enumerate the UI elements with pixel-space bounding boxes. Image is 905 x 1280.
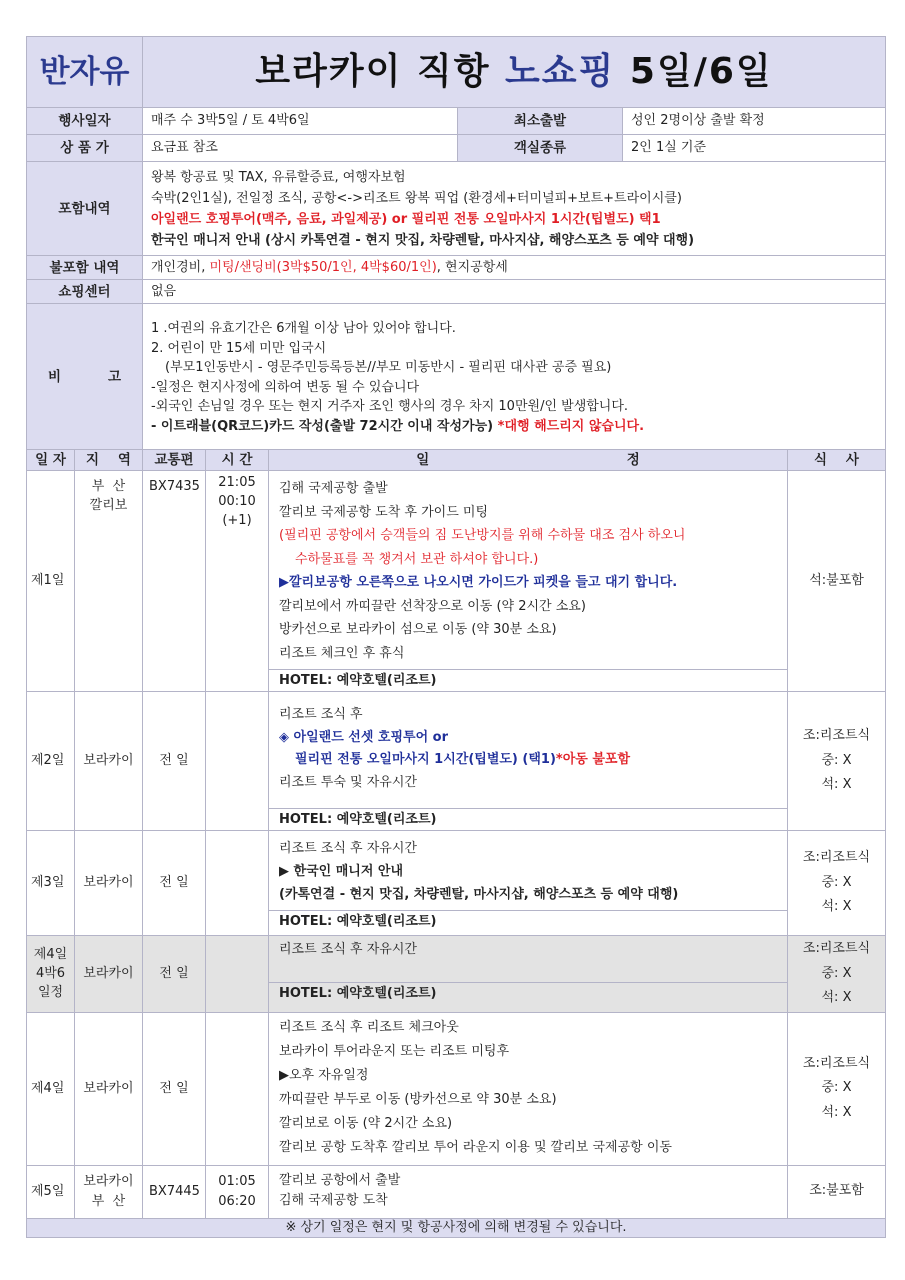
- plan-line: 리조트 투숙 및 자유시간: [279, 774, 417, 790]
- day-meal: [788, 1012, 886, 1165]
- info-row-shopping: [27, 280, 886, 304]
- day-time: [206, 692, 269, 831]
- plan-warning: (필리핀 공항에서 승객들의 짐 도난방지를 위해 수하물 대조 검사 하오니: [279, 528, 686, 543]
- day-meal: [788, 831, 886, 936]
- note-item: -일정은 현지사정에 의하여 변동 될 수 있습니다: [151, 379, 420, 395]
- info-row-included: [27, 162, 886, 256]
- meal-breakfast: 조:리조트식: [802, 728, 871, 744]
- day-region: 보라카이: [75, 831, 143, 936]
- day-region: 보라카이 부 산: [75, 1165, 143, 1218]
- page-title: [143, 37, 886, 108]
- col-meal: 식 사: [788, 450, 886, 471]
- meal-lunch: 중: X: [821, 965, 852, 981]
- meal-breakfast: 조:리조트식: [802, 1055, 871, 1071]
- day-row-4: [27, 1012, 886, 1165]
- included-item: 아일랜드 호핑투어(맥주, 음료, 과일제공) or 필리핀 전통 오일마사지 1시간(팁별도) 택1: [151, 211, 661, 227]
- plan-line: 깔리보 공항 도착후 깔리보 투어 라운지 이용 및 깔리보 국제공항 이동: [279, 1139, 672, 1155]
- plan-line: ▶오후 자유일정: [279, 1067, 369, 1083]
- day-transport: BX7445: [143, 1165, 206, 1218]
- min-depart-value: 성인 2명이상 출발 확정: [623, 108, 886, 135]
- plan-line: (카톡연결 - 현지 맛집, 차량렌탈, 마사지샵, 해양스포츠 등 예약 대행): [279, 887, 679, 902]
- included-list: [143, 162, 886, 256]
- day-label: 제4일 4박6 일정: [27, 936, 75, 1013]
- room-value: 2인 1실 기준: [623, 135, 886, 162]
- excluded-text: 개인경비,: [151, 259, 210, 275]
- day-label: 제2일: [27, 692, 75, 831]
- title-main: 보라카이 직항: [255, 51, 491, 92]
- hotel-line: HOTEL: 예약호텔(리조트): [269, 910, 787, 932]
- plan-option: ◈ 아일랜드 선셋 호핑투어 or: [279, 729, 449, 745]
- day-label: 제5일: [27, 1165, 75, 1218]
- info-row-schedule: [27, 108, 886, 135]
- note-qr-text: - 이트래블(QR코드)카드 작성(출발 72시간 이내 작성가능): [151, 418, 498, 434]
- day-plan: [269, 936, 788, 1013]
- day-label: 제3일: [27, 831, 75, 936]
- day-label: 제1일: [27, 471, 75, 692]
- brand-label: 반자유: [27, 37, 143, 108]
- schedule-value: 매주 수 3박5일 / 토 4박6일: [143, 108, 458, 135]
- plan-line: 깔리보에서 까띠끌란 선착장으로 이동 (약 2시간 소요): [279, 598, 586, 614]
- meal-lunch: 중: X: [821, 874, 852, 890]
- day-plan: [269, 831, 788, 936]
- included-item: 숙박(2인1실), 전일정 조식, 공항<->리조트 왕복 픽업 (환경세+터미널피+보트+트라이시클): [151, 190, 682, 206]
- day-plan: [269, 692, 788, 831]
- day-time: [206, 1012, 269, 1165]
- note-qr-warning: *대행 해드리지 않습니다.: [497, 418, 645, 434]
- day-row-5: [27, 1165, 886, 1218]
- day-meal: [788, 692, 886, 831]
- excluded-value: [143, 256, 886, 280]
- note-item: 2. 어린이 만 15세 미만 입국시: [151, 340, 327, 356]
- schedule-header-row: [27, 450, 886, 471]
- included-item: 한국인 매니저 안내 (상시 카톡연결 - 현지 맛집, 차량렌탈, 마사지샵, 해양스포츠 등 예약 대행): [151, 232, 695, 248]
- plan-line: 리조트 조식 후 리조트 체크아웃: [279, 1019, 459, 1035]
- notes-label: 비 고: [27, 304, 143, 450]
- hotel-line: HOTEL: 예약호텔(리조트): [269, 982, 787, 1004]
- plan-line: 김해 국제공항 도착: [279, 1192, 388, 1208]
- day-transport: 전 일: [143, 936, 206, 1013]
- meal-breakfast: 조:리조트식: [802, 850, 871, 866]
- day-time: 01:05 06:20: [206, 1165, 269, 1218]
- day-plan: [269, 1012, 788, 1165]
- col-region: 지 역: [75, 450, 143, 471]
- col-transport: 교통편: [143, 450, 206, 471]
- plan-line: ▶ 한국인 매니저 안내: [279, 864, 404, 879]
- notes-list: [143, 304, 886, 450]
- day-region: 보라카이: [75, 936, 143, 1013]
- day-region: 보라카이: [75, 692, 143, 831]
- title-row: [27, 37, 886, 108]
- plan-warning: 수하물표를 꼭 챙겨서 보관 하셔야 합니다.): [295, 551, 539, 567]
- plan-line: 깔리보로 이동 (약 2시간 소요): [279, 1115, 453, 1131]
- day-row-3: [27, 831, 886, 936]
- footer-note: ※ 상기 일정은 현지 및 항공사정에 의해 변경될 수 있습니다.: [27, 1218, 886, 1237]
- plan-line: 보라카이 투어라운지 또는 리조트 미팅후: [279, 1043, 510, 1059]
- day-meal: 석:불포함: [788, 471, 886, 692]
- day-time: [206, 936, 269, 1013]
- plan-line: 깔리보 공항에서 출발: [279, 1172, 401, 1188]
- price-value: 요금표 참조: [143, 135, 458, 162]
- info-row-price: [27, 135, 886, 162]
- plan-line: 김해 국제공항 출발: [279, 481, 388, 496]
- shopping-label: 쇼핑센터: [27, 280, 143, 304]
- included-item: 왕복 항공료 및 TAX, 유류할증료, 여행자보험: [151, 169, 406, 185]
- day-row-2: [27, 692, 886, 831]
- meal-breakfast: 조:리조트식: [802, 941, 871, 956]
- plan-option-note: *아동 불포함: [555, 752, 631, 767]
- day-region: 부 산 깔리보: [75, 471, 143, 692]
- plan-line: 리조트 조식 후 자유시간: [279, 841, 417, 856]
- meal-dinner: 석: X: [821, 990, 852, 1005]
- day-region: 보라카이: [75, 1012, 143, 1165]
- schedule-label: 행사일자: [27, 108, 143, 135]
- plan-line: 까띠끌란 부두로 이동 (방카선으로 약 30분 소요): [279, 1091, 557, 1107]
- meal-dinner: 석: X: [821, 777, 852, 793]
- day-transport: 전 일: [143, 831, 206, 936]
- min-depart-label: 최소출발: [458, 108, 623, 135]
- plan-line: 리조트 체크인 후 휴식: [279, 645, 405, 661]
- hotel-line: HOTEL: 예약호텔(리조트): [269, 669, 787, 691]
- col-plan: 일 정: [269, 450, 788, 471]
- note-item: -외국인 손님일 경우 또는 현지 거주자 조인 행사의 경우 차지 10만원/인 발생합니다.: [151, 399, 629, 414]
- plan-line: 리조트 조식 후 자유시간: [279, 942, 417, 957]
- day-meal: 조:불포함: [788, 1165, 886, 1218]
- footer-row: [27, 1218, 886, 1237]
- included-label: 포함내역: [27, 162, 143, 256]
- price-label: 상 품 가: [27, 135, 143, 162]
- shopping-value: 없음: [143, 280, 886, 304]
- day-meal: [788, 936, 886, 1013]
- info-row-notes: [27, 304, 886, 450]
- excluded-meeting-fee: 미팅/샌딩비(3박$50/1인, 4박$60/1인): [209, 259, 437, 275]
- day-plan: [269, 1165, 788, 1218]
- plan-option: [279, 749, 777, 772]
- day-time: 21:05 00:10 (+1): [206, 471, 269, 692]
- excluded-text: , 현지공항세: [436, 259, 508, 275]
- note-item: [151, 417, 879, 437]
- plan-line: 리조트 조식 후: [279, 707, 363, 722]
- plan-option-text: 필리핀 전통 오일마사지 1시간(팁별도) (택1): [295, 752, 556, 767]
- day-row-1: [27, 471, 886, 692]
- meal-lunch: 중: X: [821, 752, 852, 768]
- room-label: 객실종류: [458, 135, 623, 162]
- day-row-4-extended: [27, 936, 886, 1013]
- plan-notice: ▶깔리보공항 오른쪽으로 나오시면 가이드가 피켓을 들고 대기 합니다.: [279, 575, 678, 590]
- excluded-label: 불포함 내역: [27, 256, 143, 280]
- title-highlight: 노쇼핑: [505, 51, 616, 92]
- day-transport: 전 일: [143, 1012, 206, 1165]
- itinerary-sheet: [26, 36, 885, 1238]
- meal-lunch: 중: X: [821, 1080, 852, 1096]
- col-time: 시 간: [206, 450, 269, 471]
- plan-line: 깔리보 국제공항 도착 후 가이드 미팅: [279, 504, 489, 520]
- plan-line: 방카선으로 보라카이 섬으로 이동 (약 30분 소요): [279, 622, 557, 637]
- day-plan: [269, 471, 788, 692]
- day-label: 제4일: [27, 1012, 75, 1165]
- day-time: [206, 831, 269, 936]
- col-date: 일 자: [27, 450, 75, 471]
- meal-dinner: 석: X: [821, 899, 852, 915]
- day-transport: BX7435: [143, 471, 206, 692]
- info-row-excluded: [27, 256, 886, 280]
- note-item: (부모1인동반시 - 영문주민등록등본//부모 미동반시 - 필리핀 대사관 공증 필요): [165, 360, 612, 375]
- meal-dinner: 석: X: [821, 1104, 852, 1120]
- itinerary-table: [26, 36, 886, 1238]
- day-transport: 전 일: [143, 692, 206, 831]
- hotel-line: HOTEL: 예약호텔(리조트): [269, 808, 787, 830]
- title-days: 5일/6일: [629, 51, 773, 92]
- note-item: 1 .여권의 유효기간은 6개월 이상 남아 있어야 합니다.: [151, 321, 456, 336]
